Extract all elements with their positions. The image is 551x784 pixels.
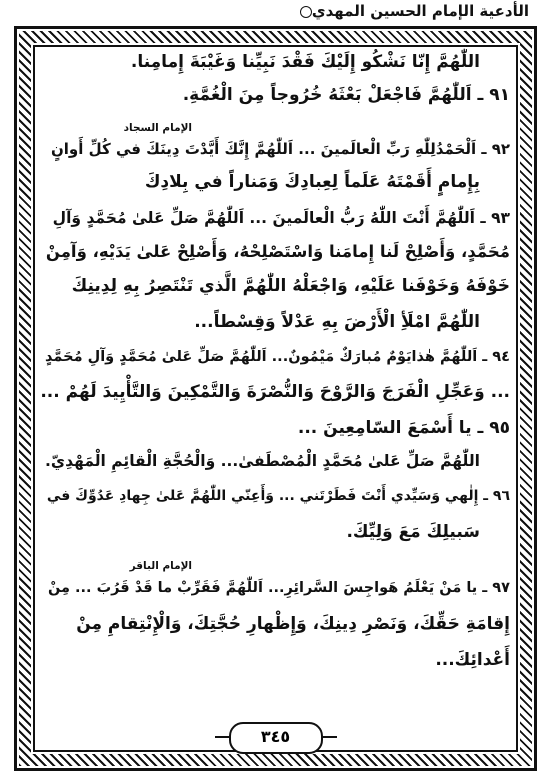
section-heading: الإمام الباقر xyxy=(129,560,192,572)
running-head-text: الأدعية الإمام الحسين المهدي xyxy=(311,2,529,20)
running-head xyxy=(296,2,529,20)
text-line: ٩١ ـ اَللّٰهُمَّ فَاجْعَلْ بَعْثَهُ خُرُوجاً مِنَ الْغُمَّةِ. xyxy=(182,85,510,105)
text-line: اللّٰهُمَّ امْلَأِ الْأَرْضَ بِهِ عَدْلاً وَقِسْطاً... xyxy=(194,312,480,332)
page-number: ٣٤٥ xyxy=(229,722,323,754)
text-line: ٩٧ ـ يا مَنْ يَعْلَمُ هَواجِسَ السَّرائِرِ... اَللّٰهُمَّ فَقَرِّبْ ما قَدْ قَرُبَ ... مِنْ xyxy=(47,580,510,596)
text-line: ٩٦ ـ إِلٰهي وَسَيِّدي أَنْتَ فَطَرْتَني ... وَأَعِنّي اللّٰهُمَّ عَلىٰ جِهادِ عَدُوِّكَ في xyxy=(46,488,510,504)
text-line: اللّٰهُمَّ إِنّا نَشْكُو إِلَيْكَ فَقْدَ نَبِيِّنا وَغَيْبَةَ إِمامِنا. xyxy=(130,52,480,72)
section-heading: الإمام السجاد xyxy=(123,122,192,134)
text-line: ٩٥ ـ يا أَسْمَعَ السّامِعِينَ ... xyxy=(297,418,510,438)
text-line: بِإِمامٍ أَقَمْتَهُ عَلَماً لِعِبادِكَ وَمَناراً في بِلادِكَ xyxy=(144,172,480,192)
text-line: ٩٣ ـ اَللّٰهُمَّ أَنْتَ اللّٰهُ رَبُّ الْعالَمينَ ... اَللّٰهُمَّ صَلِّ عَلىٰ مُحَمَّدٍ وَآلِ xyxy=(52,209,510,227)
honorific-icon xyxy=(300,6,312,18)
text-line: إِقامَةِ حَقِّكَ، وَنَصْرِ دِينِكَ، وَإِظْهارِ حُجَّتِكَ، وَالْإِنْتِقامِ مِنْ xyxy=(76,614,510,634)
text-line: سَبيلِكَ مَعَ وَلِيِّكَ. xyxy=(346,522,480,542)
text-line: أَعْدائِكَ... xyxy=(435,650,510,670)
text-line: ٩٤ ـ اَللّٰهُمَّ هٰذايَوْمٌ مُبارَكٌ مَيْمُونٌ... اَللّٰهُمَّ صَلِّ عَلىٰ مُحَمَّدٍ وَآلِ مُحَمَّدٍ xyxy=(45,349,510,365)
page-content xyxy=(40,52,510,722)
text-line: خَوْفَهُ وَخَوْفَنا عَلَيْهِ، وَاجْعَلْهُ اللّٰهُمَّ الَّذي تَنْتَصِرُ بِهِ لِدِينِكَ xyxy=(71,276,510,296)
text-line: اللّٰهُمَّ صَلِّ عَلىٰ مُحَمَّدٍ الْمُصْطَفىٰ... وَالْحُجَّةِ الْقائِمِ الْمَهْدِيّ. xyxy=(45,452,480,470)
text-line: مُحَمَّدٍ، وَأَصْلِحْ لَنا إِمامَنا وَاسْتَصْلِحْهُ، وَأَصْلِحْ عَلىٰ يَدَيْهِ، وَآمِنْ xyxy=(45,242,510,261)
text-line: ٩٢ ـ اَلْحَمْدُلِلّٰهِ رَبِّ الْعالَمينَ ... اَللّٰهُمَّ إِنَّكَ أَيَّدْتَ دِينَكَ في كُلِّ أَوانٍ xyxy=(50,140,510,158)
text-line: ... وَعَجِّلِ الْفَرَجَ وَالرَّوْحَ وَالنُّصْرَةَ وَالتَّمْكِينَ وَالتَّأْيِيدَ لَهُمْ ... xyxy=(40,382,510,402)
